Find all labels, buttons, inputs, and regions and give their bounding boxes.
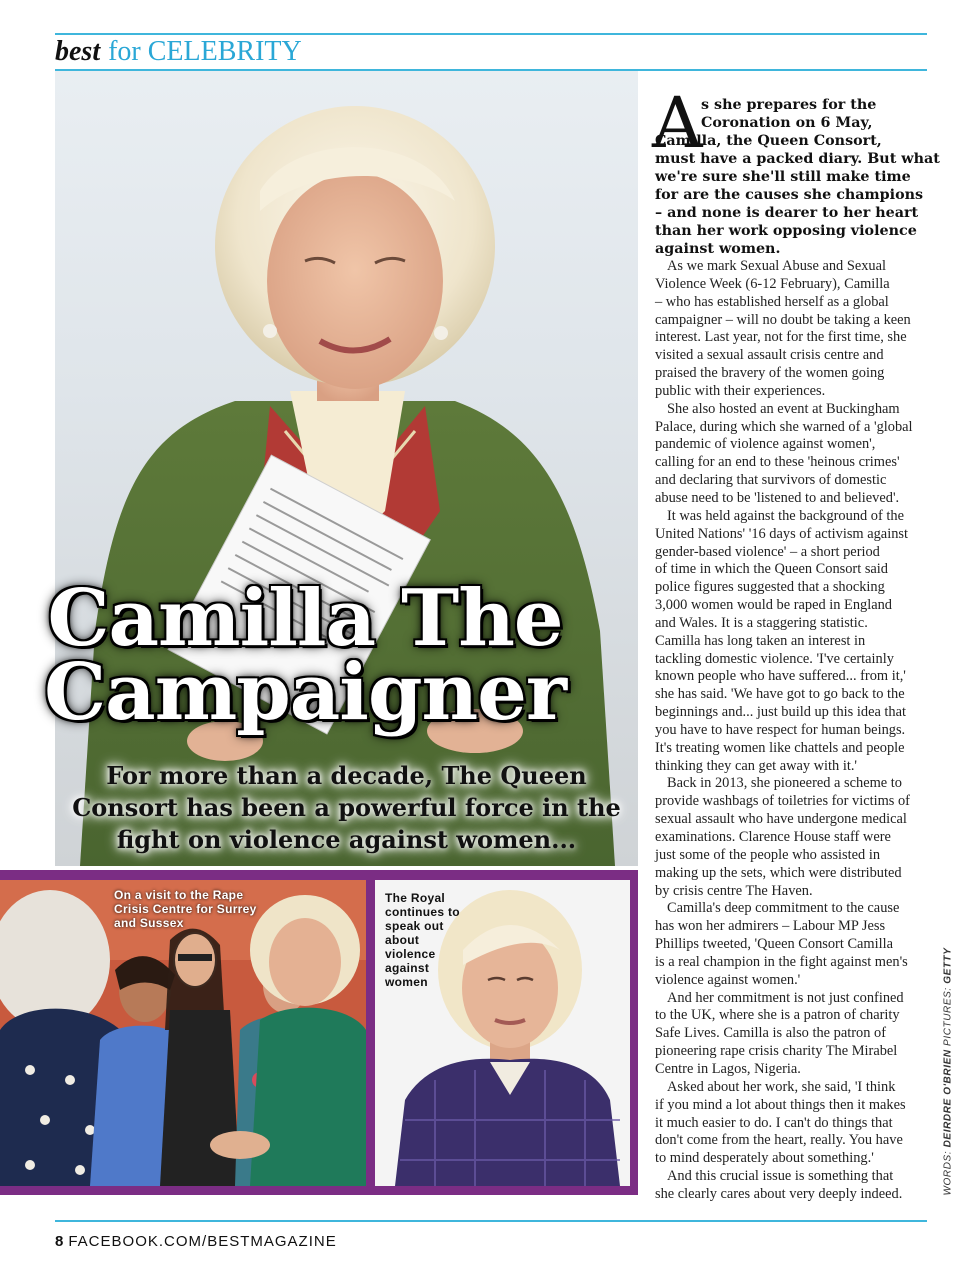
paragraph-line: Asked about her work, she said, 'I think [667, 1078, 896, 1095]
article-paragraph [655, 900, 927, 989]
article-paragraph [655, 775, 927, 900]
paragraph-line: calling for an end to these 'heinous crimes' [655, 454, 900, 471]
words-name: DEIRDRE O'BRIEN [942, 1049, 954, 1148]
lead-line: we're sure she'll still make time [655, 169, 911, 185]
paragraph-line: Palace, during which she warned of a 'global [655, 418, 913, 435]
paragraph-line: she has said. 'We have got to go back to the [655, 686, 905, 703]
article-paragraph [655, 1079, 927, 1168]
paragraph-line: has won her admirers – Labour MP Jess [655, 918, 886, 935]
paragraph-line: public with their experiences. [655, 382, 826, 399]
paragraph-line: United Nations' '16 days of activism against [655, 525, 908, 542]
paragraph-line: She also hosted an event at Buckingham [667, 400, 900, 417]
headline [10, 573, 600, 738]
pictures-name: GETTY [942, 947, 954, 984]
paragraph-line: of time in which the Queen Consort said [655, 561, 889, 578]
pictures-label: PICTURES: [942, 987, 954, 1046]
footer-rule [55, 1220, 927, 1222]
paragraph-line: 3,000 women would be raped in England [655, 597, 892, 614]
lead-line: must have a packed diary. But what [655, 151, 940, 167]
lead-line: – and none is dearer to her heart [655, 205, 919, 221]
paragraph-line: gender-based violence' – a short period [655, 543, 880, 560]
paragraph-line: provide washbags of toiletries for victims of [655, 793, 910, 810]
brand-name: best [55, 36, 101, 67]
article-paragraph [655, 258, 927, 401]
paragraph-line: violence against women.' [655, 971, 801, 988]
paragraph-line: Safe Lives. Camilla is also the patron of [655, 1025, 886, 1042]
paragraph-line: police figures suggested that a shocking [655, 579, 885, 596]
words-label: WORDS: [942, 1150, 954, 1196]
photo2-caption: The Royal continues to speak out about violence against women [385, 891, 460, 989]
article-paragraph [655, 401, 927, 508]
paragraph-line: beginnings and... just build up this idea that [655, 704, 907, 721]
paragraph-line: Camilla's deep commitment to the cause [667, 900, 900, 917]
paragraph-line: tackling domestic violence. 'I've certainly [655, 650, 894, 667]
paragraph-line: And her commitment is not just confined [667, 989, 904, 1006]
paragraph-line: just some of the people who assisted in [655, 846, 881, 863]
lead-line: Coronation on 6 May, [701, 115, 873, 131]
paragraph-line: It's treating women like chattels and people [655, 739, 905, 756]
paragraph-line: And this crucial issue is something that [667, 1168, 894, 1185]
photo1-caption: On a visit to the Rape Crisis Centre for Surrey and Sussex [114, 888, 257, 930]
paragraph-line: to the UK, where she is a patron of charity [655, 1007, 900, 1024]
paragraph-line: she clearly cares about very deeply indeed. [655, 1185, 903, 1202]
paragraph-line: and declaring that survivors of domestic [655, 472, 887, 489]
paragraph-line: abuse need to be 'listened to and believed'. [655, 489, 900, 506]
paragraph-line: examinations. Clarence House staff were [655, 829, 891, 845]
article-paragraph [655, 990, 927, 1079]
hero-photo [55, 71, 638, 866]
lead-line: against women. [655, 241, 781, 257]
paragraph-line: visited a sexual assault crisis centre and [655, 347, 884, 364]
page-footer [55, 1233, 337, 1250]
article-paragraph [655, 1168, 927, 1204]
paragraph-line: by crisis centre The Haven. [655, 882, 813, 899]
paragraph-line: it much easier to do. I can't do things that [655, 1114, 893, 1131]
page-number: 8 [55, 1233, 65, 1250]
paragraph-line: interest. Last year, not for the first time, she [655, 329, 907, 346]
credits [942, 947, 956, 1200]
credit-text [942, 947, 954, 1196]
paragraph-line: pioneering rape crisis charity The Mirabel [655, 1043, 898, 1060]
hero-illustration [55, 71, 638, 866]
paragraph-line: Centre in Lagos, Nigeria. [655, 1060, 801, 1077]
drop-cap: A [652, 82, 703, 164]
lead-line: than her work opposing violence [655, 223, 917, 239]
standfirst: For more than a decade, The Queen Consort has been a powerful force in the fight on violence against women... [72, 761, 621, 854]
lead-line: Camilla, the Queen Consort, [655, 133, 882, 149]
paragraph-line: – who has established herself as a global [655, 293, 889, 310]
paragraph-line: thinking they can get away with it.' [655, 757, 858, 774]
paragraph-line: to mind desperately about something.' [655, 1150, 874, 1167]
top-rule [55, 33, 927, 35]
lead-line: for are the causes she champions [655, 187, 924, 203]
footer-url[interactable]: FACEBOOK.COM/BESTMAGAZINE [68, 1233, 337, 1250]
paragraph-line: Camilla has long taken an interest in [655, 632, 866, 649]
paragraph-line: sexual assault who have undergone medical [655, 811, 907, 828]
paragraph-line: and Wales. It is a staggering statistic. [655, 614, 868, 631]
paragraph-line: is a real champion in the fight against men's [655, 953, 908, 970]
paragraph-line: Back in 2013, she pioneered a scheme to [667, 775, 902, 792]
headline-line-2: Campaigner [44, 647, 566, 738]
paragraph-line: Phillips tweeted, 'Queen Consort Camilla [655, 936, 894, 953]
article-paragraph [655, 508, 927, 776]
paragraph-line: don't come from the heart, really. You have [655, 1132, 903, 1149]
paragraph-line: known people who have suffered... from it,' [655, 668, 906, 685]
headline-line-1: Camilla The [47, 573, 563, 664]
section-header [55, 36, 302, 68]
article-body [652, 82, 940, 1204]
paragraph-line: if you mind a lot about things then it makes [655, 1096, 906, 1113]
section-name: for CELEBRITY [108, 36, 302, 67]
lead-line: s she prepares for the [701, 97, 877, 113]
article-paragraphs [655, 258, 927, 1204]
paragraph-line: Violence Week (6-12 February), Camilla [655, 275, 890, 292]
paragraph-line: you have to have respect for human beings. [655, 721, 906, 738]
paragraph-line: pandemic of violence against women', [655, 436, 876, 453]
article-lead [652, 82, 940, 258]
paragraph-line: campaigner – will no doubt be taking a keen [655, 311, 911, 328]
paragraph-line: As we mark Sexual Abuse and Sexual [667, 258, 887, 274]
paragraph-line: making up the sets, which were distributed [655, 864, 902, 881]
paragraph-line: It was held against the background of the [667, 507, 904, 524]
paragraph-line: praised the bravery of the women going [655, 365, 885, 382]
